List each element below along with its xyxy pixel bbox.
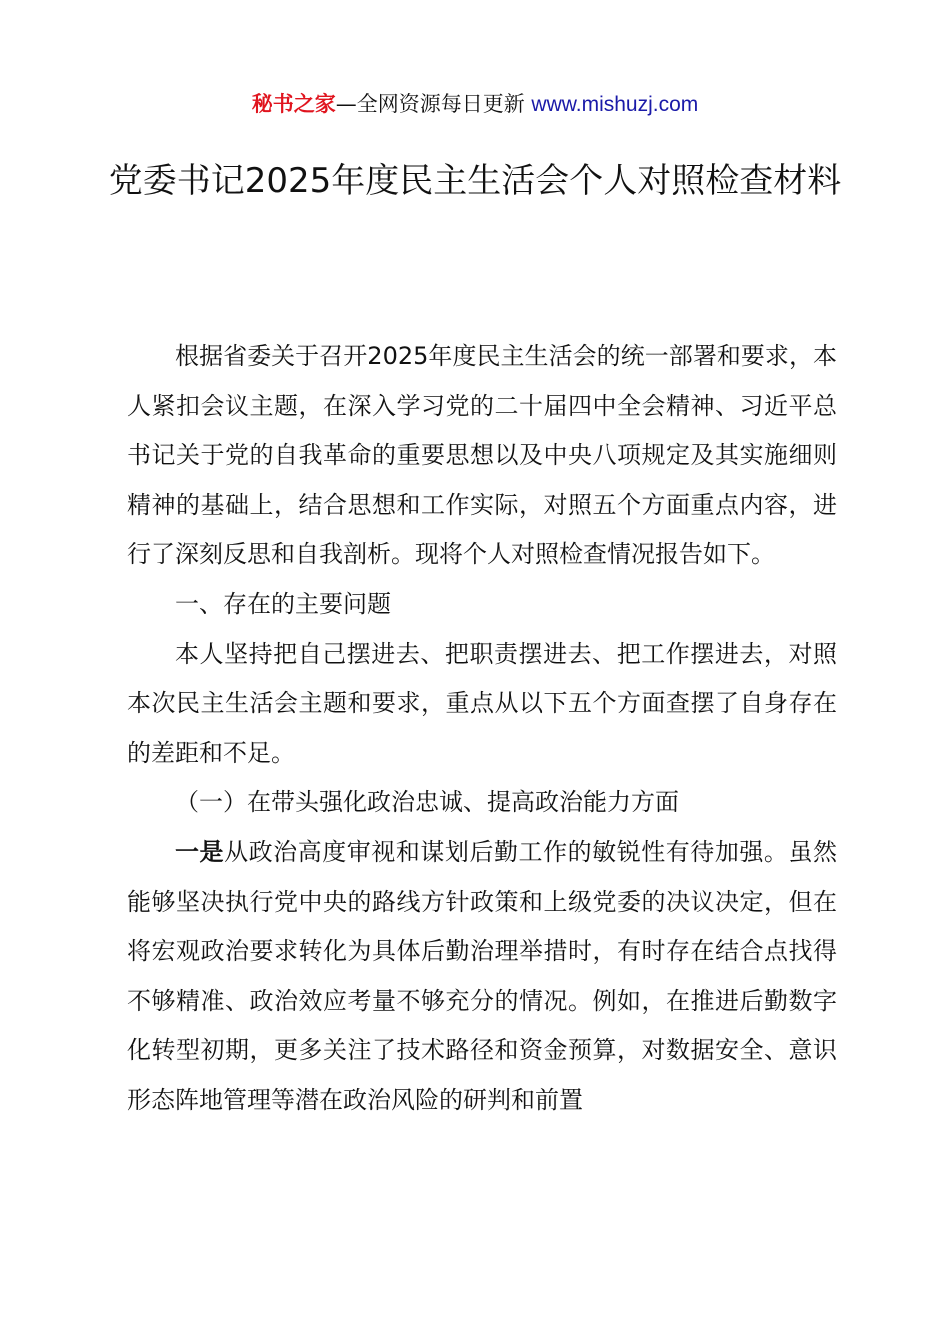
intro-paragraph: 根据省委关于召开2025年度民主生活会的统一部署和要求，本人紧扣会议主题，在深入学习党的二十届四中全会精神、习近平总书记关于党的自我革命的重要思想以及中央八项规定及其实施细则精神的基础上，结合思想和工作实际，对照五个方面重点内容，进行了深刻反思和自我剖析。现将个人对照检查情况报告如下。 [127, 342, 837, 569]
header-tagline: —全网资源每日更新 [335, 92, 532, 116]
section-paragraph: 本人坚持把自己摆进去、把职责摆进去、把工作摆进去，对照本次民主生活会主题和要求，重点从以下五个方面查摆了自身存在的差距和不足。 [127, 639, 837, 767]
site-url-link[interactable]: www.mishuzj.com [531, 93, 699, 116]
section-heading: 一、存在的主要问题 [175, 589, 391, 618]
brand-name: 秘书之家 [251, 92, 336, 116]
document-body [127, 332, 837, 1126]
subsection-heading: （一）在带头强化政治忠诚、提高政治能力方面 [175, 788, 679, 817]
watermark-header [0, 88, 950, 121]
point-text: 从政治高度审视和谋划后勤工作的敏锐性有待加强。虽然能够坚决执行党中央的路线方针政策和上级党委的决议决定，但在将宏观政治要求转化为具体后勤治理举措时，有时存在结合点找得不够精准、政治效应考量不够充分的情况。例如，在推进后勤数字化转型初期，更多关注了技术路径和资金预算，对数据安全、意识形态阵地管理等潜在政治风险的研判和前置 [127, 837, 837, 1114]
point-paragraph [127, 828, 837, 1126]
point-lead: 一是 [175, 837, 225, 866]
document-title: 党委书记2025年度民主生活会个人对照检查材料 [108, 161, 842, 201]
